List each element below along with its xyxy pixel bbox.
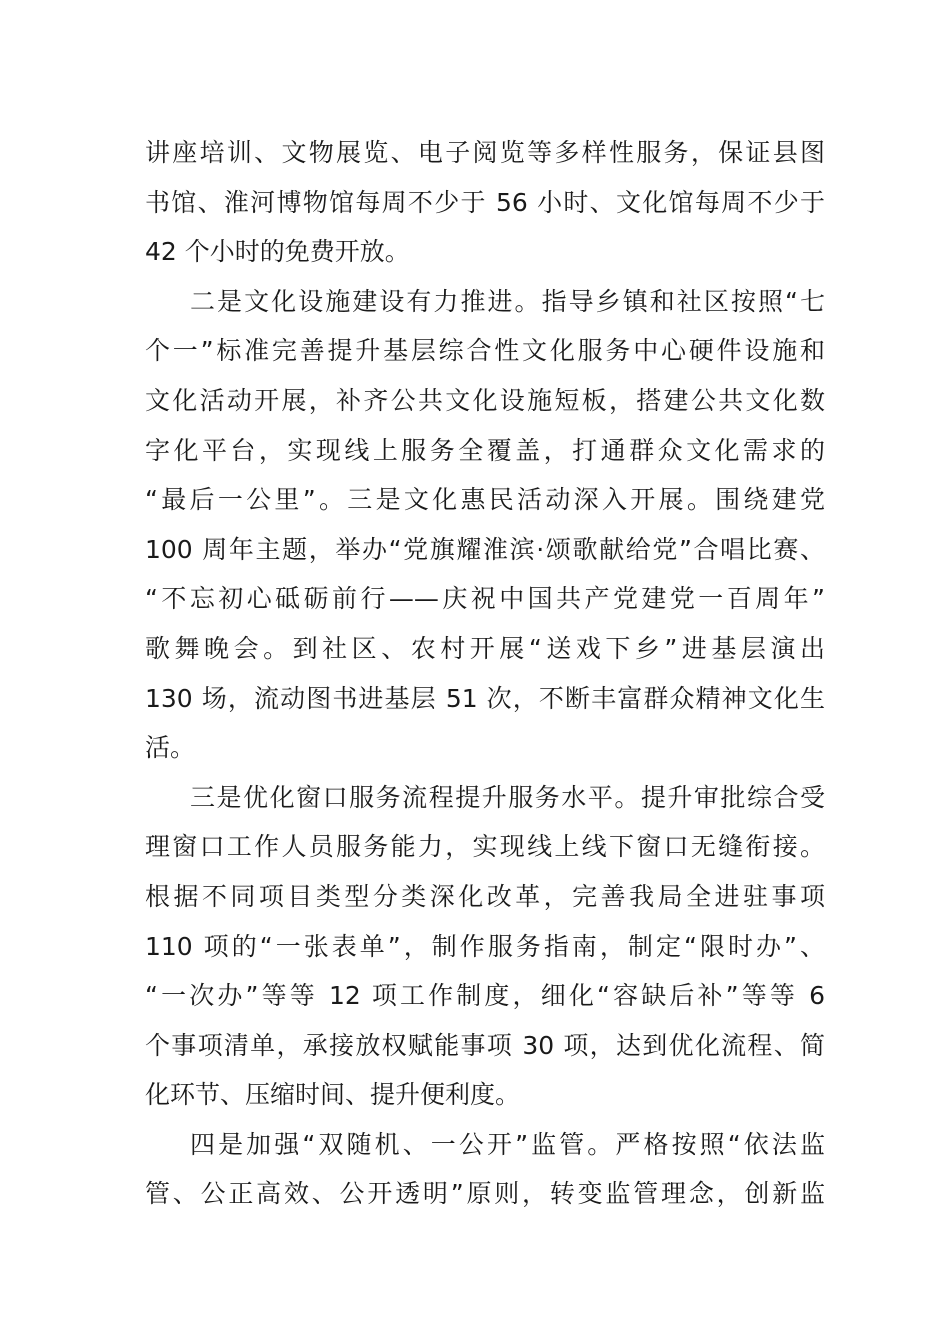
text-line: 42 个小时的免费开放。 [145, 237, 410, 267]
paragraph-first-line: 三是优化窗口服务流程提升服务水平。提升审批综合受 [190, 782, 825, 812]
text-line: 歌舞晚会。到社区、农村开展“送戏下乡”进基层演出 [145, 633, 825, 663]
text-line: 活。 [145, 733, 196, 763]
text-line: 个一”标准完善提升基层综合性文化服务中心硬件设施和 [145, 336, 825, 366]
text-line: “不忘初心砥砺前行——庆祝中国共产党建党一百周年” [145, 584, 825, 614]
text-line: 字化平台，实现线上服务全覆盖，打通群众文化需求的 [145, 435, 825, 465]
text-line: 理窗口工作人员服务能力，实现线上线下窗口无缝衔接。 [145, 832, 825, 862]
text-line: 100 周年主题，举办“党旗耀淮滨·颂歌献给党”合唱比赛、 [145, 534, 825, 564]
paragraph-first-line: 二是文化设施建设有力推进。指导乡镇和社区按照“七 [190, 286, 825, 316]
text-line: 讲座培训、文物展览、电子阅览等多样性服务，保证县图 [145, 138, 825, 167]
text-line: “一次办”等等 12 项工作制度，细化“容缺后补”等等 6 [145, 981, 825, 1011]
text-line: 管、公正高效、公开透明”原则，转变监管理念，创新监 [145, 1179, 825, 1209]
text-line: 文化活动开展，补齐公共文化设施短板，搭建公共文化数 [145, 385, 825, 415]
paragraph-first-line: 四是加强“双随机、一公开”监管。严格按照“依法监 [190, 1129, 825, 1159]
body-text [145, 128, 825, 1219]
text-line: 130 场，流动图书进基层 51 次，不断丰富群众精神文化生 [145, 683, 825, 713]
text-line: 根据不同项目类型分类深化改革，完善我局全进驻事项 [145, 881, 825, 911]
text-line: 化环节、压缩时间、提升便利度。 [145, 1080, 521, 1110]
text-line: 书馆、淮河博物馆每周不少于 56 小时、文化馆每周不少于 [145, 187, 825, 217]
text-line: 110 项的“一张表单”，制作服务指南，制定“限时办”、 [145, 931, 825, 961]
text-line: 个事项清单，承接放权赋能事项 30 项，达到优化流程、简 [145, 1030, 825, 1060]
text-line: “最后一公里”。三是文化惠民活动深入开展。围绕建党 [145, 485, 825, 515]
